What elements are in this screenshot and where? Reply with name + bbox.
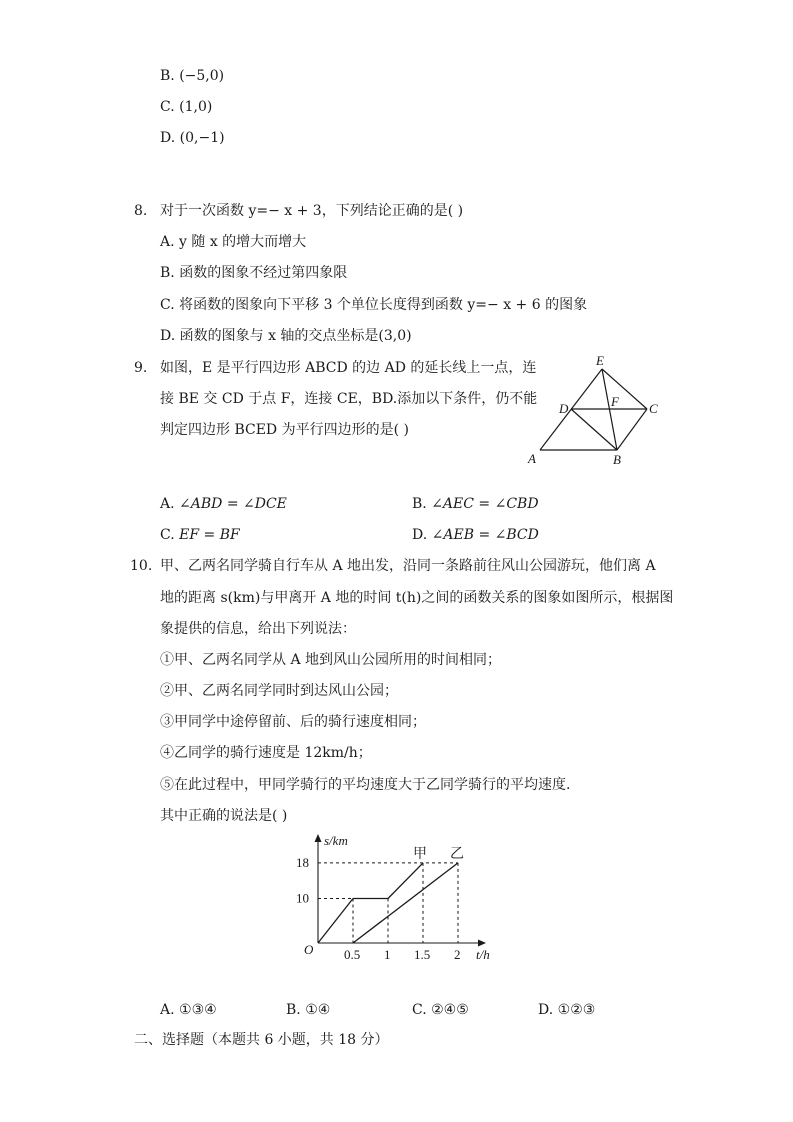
q10-number: 10. <box>130 558 153 574</box>
option-text: ∠AEC = ∠CBD <box>431 496 539 512</box>
q9-option-a <box>160 494 287 514</box>
option-text: 函数的图象与 x 轴的交点坐标是(3,0) <box>179 328 412 344</box>
label-c: C <box>649 401 658 416</box>
label-b: B <box>613 452 621 467</box>
label-d: D <box>559 401 569 416</box>
parallelogram-figure <box>520 352 670 470</box>
option-label: A. <box>160 1002 175 1018</box>
y-axis-arrow <box>315 834 322 842</box>
series-label-jia: 甲 <box>413 847 427 862</box>
option-text: (1,0) <box>179 99 213 115</box>
q8-option-b <box>160 263 347 283</box>
option-text: ∠AEB = ∠BCD <box>431 527 539 543</box>
x-axis-arrow <box>478 940 486 947</box>
x-tick-label-1: 1 <box>384 947 391 962</box>
q8-stem: 对于一次函数 y=− x + 3，下列结论正确的是( ) <box>160 203 464 219</box>
q10-ask: 其中正确的说法是( ) <box>160 808 288 824</box>
q10-stem-line-1: 甲、乙两名同学骑自行车从 A 地出发，沿同一条路前往风山公园游玩，他们离 A <box>160 558 656 574</box>
option-text: ②④⑤ <box>431 1002 469 1018</box>
q8-number: 8. <box>134 203 148 219</box>
q9-option-d <box>412 525 539 545</box>
x-tick-label-2: 2 <box>454 947 461 962</box>
section-2-heading: 二、选择题（本题共 6 小题，共 18 分） <box>134 1032 389 1048</box>
label-a: A <box>528 451 536 466</box>
option-label: B. <box>160 265 175 281</box>
option-label: D. <box>538 1002 554 1018</box>
distance-time-chart <box>290 826 510 972</box>
option-label: B. <box>286 1002 301 1018</box>
x-tick-label-0.5: 0.5 <box>344 947 361 962</box>
option-label: C. <box>160 297 175 313</box>
option-text: EF = BF <box>179 527 240 543</box>
q10-statement-5: ⑤在此过程中，甲同学骑行的平均速度大于乙同学骑行的平均速度. <box>160 777 571 793</box>
option-label: D. <box>412 527 428 543</box>
q7-option-d <box>160 128 225 148</box>
segment-bc <box>617 409 647 450</box>
q10-option-b <box>286 1000 330 1020</box>
option-text: (−5,0) <box>179 68 225 84</box>
option-label: B. <box>412 496 427 512</box>
option-text: 函数的图象不经过第四象限 <box>179 265 348 281</box>
x-axis-label: t/h <box>476 947 490 962</box>
series-label-yi: 乙 <box>450 847 464 862</box>
option-text: 将函数的图象向下平移 3 个单位长度得到函数 y=− x + 6 的图象 <box>179 297 588 313</box>
q10-statement-4: ④乙同学的骑行速度是 12km/h； <box>160 745 372 761</box>
q10-option-c <box>412 1000 469 1020</box>
option-label: B. <box>160 68 175 84</box>
option-text: y 随 x 的增大而增大 <box>179 234 307 250</box>
option-text: ①②③ <box>557 1002 596 1018</box>
label-f: F <box>611 394 619 409</box>
option-text: ①③④ <box>179 1002 217 1018</box>
q9-stem-line-1: 如图，E 是平行四边形 ABCD 的边 AD 的延长线上一点，连 <box>160 360 537 376</box>
option-text: ①④ <box>305 1002 331 1018</box>
series-0-segment-0 <box>318 899 353 944</box>
option-label: C. <box>160 527 175 543</box>
option-label: D. <box>160 130 176 146</box>
option-label: A. <box>160 234 175 250</box>
x-tick-label-1.5: 1.5 <box>414 947 431 962</box>
origin-label: O <box>304 942 314 957</box>
q9-option-c <box>160 525 240 545</box>
label-e: E <box>596 353 604 368</box>
q9-stem-line-3: 判定四边形 BCED 为平行四边形的是( ) <box>160 422 409 438</box>
option-text: ∠ABD = ∠DCE <box>179 496 287 512</box>
q9-option-b <box>412 494 539 514</box>
option-text: (0,−1) <box>179 130 225 146</box>
series-1-segment-0 <box>353 863 458 943</box>
q9-stem-line-2: 接 BE 交 CD 于点 F，连接 CE，BD.添加以下条件，仍不能 <box>160 391 538 407</box>
q9-number: 9. <box>134 360 148 376</box>
q10-statement-1: ①甲、乙两名同学从 A 地到风山公园所用的时间相同； <box>160 652 502 668</box>
y-tick-label-10: 10 <box>296 890 309 906</box>
q7-option-c <box>160 97 212 117</box>
q8-option-c <box>160 295 587 315</box>
q8-option-d <box>160 326 412 346</box>
q10-option-a <box>160 1000 217 1020</box>
y-tick-label-18: 18 <box>296 854 309 870</box>
q10-stem-line-3: 象提供的信息，给出下列说法： <box>160 621 356 637</box>
y-axis-label: s/km <box>324 833 348 848</box>
q10-option-d <box>538 1000 595 1020</box>
q10-statement-2: ②甲、乙两名同学同时到达风山公园； <box>160 683 398 699</box>
option-label: A. <box>160 496 175 512</box>
q10-stem-line-2: 地的距离 s(km)与甲离开 A 地的时间 t(h)之间的函数关系的图象如图所示，根据图 <box>160 590 674 606</box>
option-label: D. <box>160 328 176 344</box>
q8-option-a <box>160 232 306 252</box>
option-label: C. <box>160 99 175 115</box>
q7-option-b <box>160 66 224 86</box>
q10-statement-3: ③甲同学中途停留前、后的骑行速度相同； <box>160 714 426 730</box>
option-label: C. <box>412 1002 427 1018</box>
